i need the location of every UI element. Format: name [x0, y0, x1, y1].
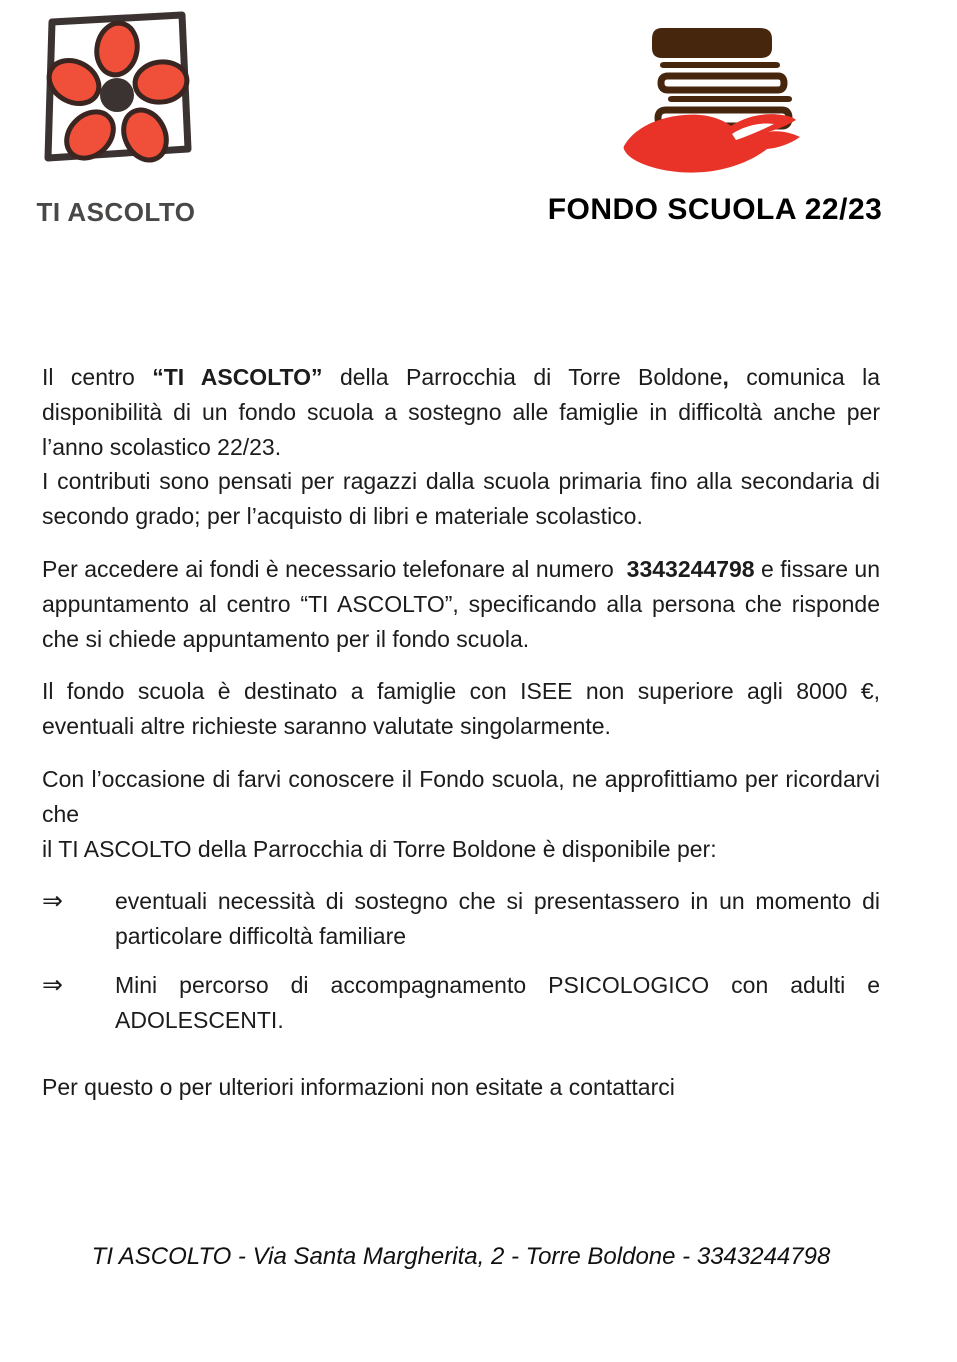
program-block — [535, 20, 895, 227]
books-in-hand-icon — [620, 20, 810, 176]
paragraph-intro — [42, 360, 880, 464]
intro-text: della Parrocchia di Torre Boldone — [322, 364, 723, 390]
paragraph-accedere — [42, 552, 880, 656]
bullet-item-psicologico — [42, 968, 880, 1038]
program-title: FONDO SCUOLA 22/23 — [547, 193, 883, 226]
double-arrow-icon: ⇒ — [42, 969, 63, 999]
flower-logo-icon — [35, 8, 197, 176]
phone-number: 3343244798 — [626, 555, 755, 582]
double-arrow-icon: ⇒ — [42, 886, 63, 916]
accedere-text: e fissare un appuntamento al centro “TI ASCOLTO”, specificando alla persona che risponde che si chiede appuntamento per il fondo scuola. — [42, 555, 880, 652]
bullet-text: eventuali necessità di sostegno che si presentassero in un momento di particolare difficoltà familiare — [115, 888, 880, 950]
document-body — [42, 360, 880, 1104]
paragraph-disponibile: il TI ASCOLTO della Parrocchia di Torre Boldone è disponibile per: — [42, 835, 717, 862]
intro-bold-comma: , — [722, 364, 729, 390]
intro-center-name: “TI ASCOLTO” — [152, 364, 323, 390]
bullet-text: Mini percorso di accompagnamento PSICOLOGICO con adulti e ADOLESCENTI. — [115, 971, 880, 1033]
paragraph-contatti: Per questo o per ulteriori informazioni non esitate a contattarci — [42, 1073, 675, 1100]
intro-text: comunica la disponibilità di un fondo scuola a sostegno alle famiglie in difficoltà anche per l’anno scolastico 22/23. — [42, 364, 880, 460]
paragraph-isee: Il fondo scuola è destinato a famiglie con ISEE non superiore agli 8000 €, eventuali altre richieste saranno valutate singolarmente. — [42, 678, 880, 740]
logo-label: TI ASCOLTO — [36, 197, 196, 227]
accedere-text: Per accedere ai fondi è necessario telefonare al numero — [42, 555, 627, 582]
bullet-item-sostegno — [42, 884, 880, 954]
paragraph-contributi: I contributi sono pensati per ragazzi dalla scuola primaria fino alla secondaria di secondo grado; per l’acquisto di libri e materiale scolastico. — [42, 468, 880, 530]
logo-block — [35, 8, 197, 228]
flower-center — [100, 78, 134, 112]
paragraph-occasione: Con l’occasione di farvi conoscere il Fondo scuola, ne approfittiamo per ricordarvi che — [42, 765, 880, 827]
footer-address: TI ASCOLTO - Via Santa Margherita, 2 - Torre Boldone - 3343244798 — [91, 1243, 831, 1270]
intro-text: Il centro — [42, 364, 153, 390]
